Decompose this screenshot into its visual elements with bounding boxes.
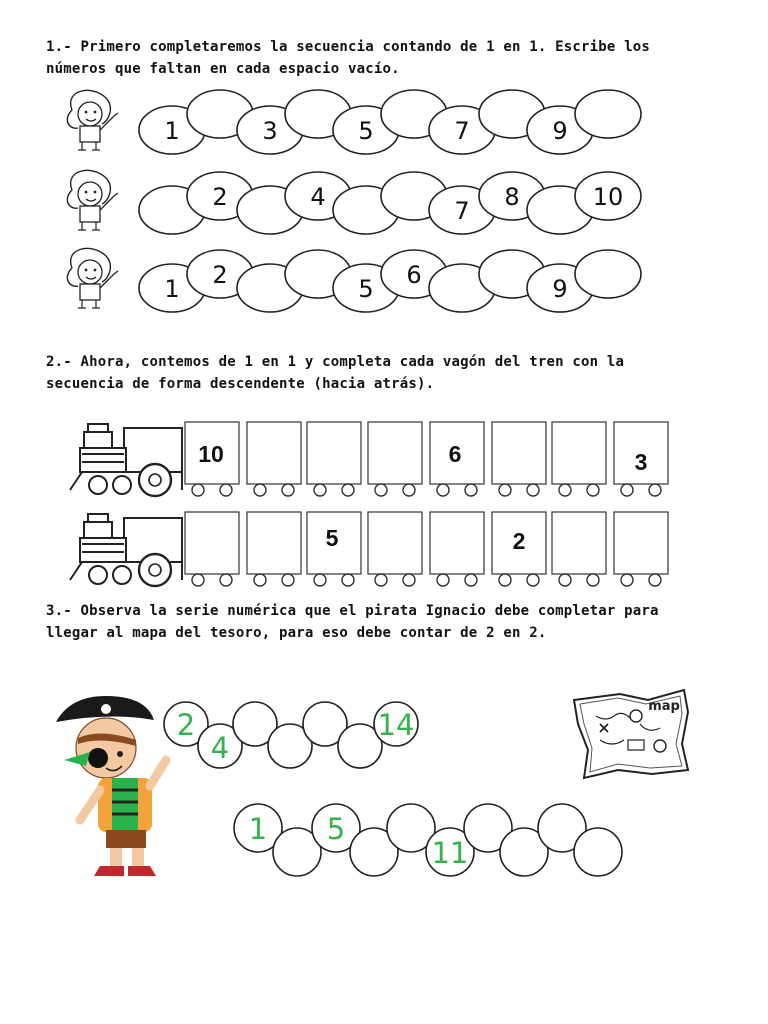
sequence-row-1	[139, 90, 641, 154]
circle-number: 9	[552, 275, 568, 303]
wagon-slot[interactable]	[185, 512, 239, 574]
treasure-map-icon	[574, 690, 688, 778]
instruction-3: 3.- Observa la serie numérica que el pirata Ignacio debe completar para llegar al mapa del tesoro, para eso debe contar de 2 en 2.	[46, 603, 659, 641]
wagon-number: 6	[448, 441, 462, 467]
circle-number: 4	[210, 731, 230, 765]
circle-number: 2	[176, 708, 196, 742]
girl-icon	[67, 170, 118, 230]
circle-slot[interactable]	[574, 828, 622, 876]
circle-number: 5	[326, 812, 346, 846]
instruction-2: 2.- Ahora, contemos de 1 en 1 y completa cada vagón del tren con la secuencia de forma descendente (hacia atrás).	[46, 354, 625, 392]
locomotive-icon	[70, 514, 182, 586]
sequence-row-3	[139, 250, 641, 312]
circle-number: 2	[212, 261, 228, 289]
pirate-sequence-row-1	[164, 702, 418, 768]
circle-number: 1	[164, 117, 180, 145]
train-1	[70, 422, 668, 496]
girl-icon	[67, 248, 118, 308]
wagon-slot[interactable]	[552, 422, 606, 484]
circle-slot[interactable]	[575, 90, 641, 138]
pirate-sequence-row-2	[234, 804, 622, 876]
wagon-slot[interactable]	[552, 512, 606, 574]
wagon-wheels	[192, 574, 661, 586]
locomotive-icon	[70, 424, 182, 496]
wagon-number: 2	[512, 528, 526, 554]
wagon-slot[interactable]	[368, 512, 422, 574]
wagon-slot[interactable]	[492, 422, 546, 484]
circle-number: 4	[310, 183, 326, 211]
circle-number: 6	[406, 261, 422, 289]
circle-number: 5	[358, 117, 374, 145]
circle-number: 1	[164, 275, 180, 303]
circle-number: 10	[592, 183, 624, 211]
circle-number: 7	[454, 117, 470, 145]
circle-number: 9	[552, 117, 568, 145]
circle-number: 11	[431, 836, 469, 870]
instruction-1: 1.- Primero completaremos la secuencia contando de 1 en 1. Escribe los números que faltan en cada espacio vacío.	[46, 39, 651, 77]
wagon-slot[interactable]	[307, 422, 361, 484]
wagon-wheels	[192, 484, 661, 496]
wagon-number: 5	[325, 525, 339, 551]
circle-number: 1	[248, 812, 268, 846]
circle-number: 14	[377, 708, 415, 742]
wagon-slot[interactable]	[430, 512, 484, 574]
pirate-icon	[56, 696, 166, 876]
wagon-number: 10	[198, 441, 224, 467]
circle-number: 5	[358, 275, 374, 303]
map-label: map	[648, 699, 680, 714]
circle-number: 2	[212, 183, 228, 211]
circle-slot[interactable]	[575, 250, 641, 298]
wagon-number: 3	[634, 449, 648, 475]
girl-icon	[67, 90, 118, 150]
circle-number: 8	[504, 183, 520, 211]
wagon-slot[interactable]	[247, 512, 301, 574]
wagon-slot[interactable]	[247, 422, 301, 484]
wagon-slot[interactable]	[614, 512, 668, 574]
circle-number: 7	[454, 197, 470, 225]
circle-number: 3	[262, 117, 278, 145]
train-2	[70, 512, 668, 586]
wagon-slot[interactable]	[368, 422, 422, 484]
sequence-row-2	[139, 172, 641, 234]
